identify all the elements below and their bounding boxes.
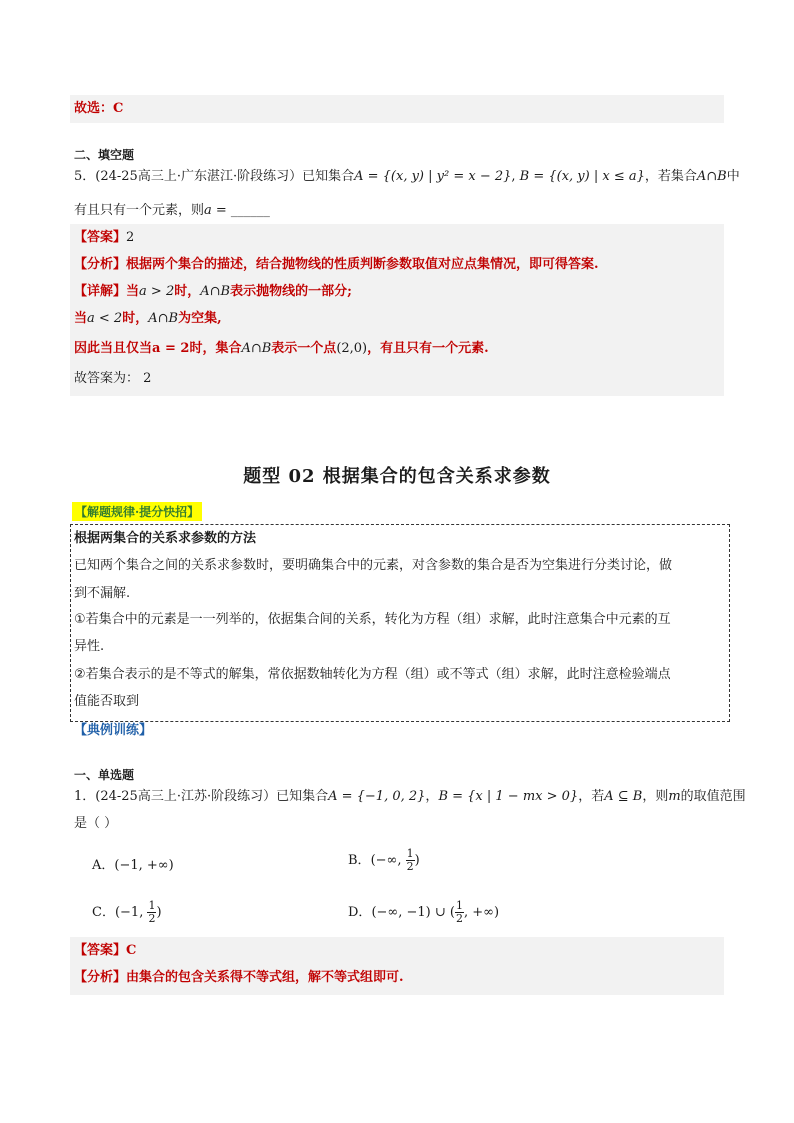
q1-answer-label: 【答案】 <box>74 943 127 958</box>
option-c-left: (−1, <box>114 905 148 920</box>
option-d-right: , +∞) <box>463 905 500 920</box>
option-a-label: A． <box>92 858 115 873</box>
detail-3b: a = 2 <box>152 341 190 356</box>
detail-1d: A∩B <box>200 284 231 299</box>
detail-2c: 时， <box>122 311 149 326</box>
q1-analysis-text: 由集合的包含关系得不等式组，解不等式组即可. <box>126 970 404 985</box>
q5-detail-1 <box>74 283 352 301</box>
q1-answer <box>74 942 136 960</box>
q1-answer-value: C <box>126 943 137 958</box>
q5-prefix: 5．(24-25高三上·广东湛江·阶段练习）已知集合 <box>74 169 355 184</box>
example-label: 【典例训练】 <box>74 723 153 738</box>
option-d-num: 1 <box>455 899 463 912</box>
option-a-value: (−1, +∞) <box>114 858 174 873</box>
option-d-label: D． <box>348 905 372 920</box>
detail-3d: A∩B <box>241 341 272 356</box>
q1-comma: ， <box>425 789 439 804</box>
q5-detail-2 <box>74 310 222 328</box>
method-heading: 根据两集合的关系求参数的方法 <box>74 531 257 546</box>
detail-2a: 当 <box>74 311 88 326</box>
method-line-5: ②若集合表示的是不等式的解集，常依据数轴转化为方程（组）或不等式（组）求解，此时注意检验端点 <box>74 667 671 682</box>
q5-mid: ，若集合 <box>644 169 697 184</box>
q1-prefix: 1．(24-25高三上·江苏·阶段练习）已知集合 <box>74 789 329 804</box>
option-d-den: 2 <box>455 912 463 925</box>
q5-answer <box>74 229 134 247</box>
tips-badge: 【解题规律·提分快招】 <box>72 502 202 521</box>
option-c-num: 1 <box>148 899 156 912</box>
q1-subset: A ⊆ B <box>604 789 643 804</box>
question-1-line1 <box>74 788 746 806</box>
option-b-den: 2 <box>406 860 414 873</box>
question-5-line2 <box>74 202 270 220</box>
method-line-1: 已知两个集合之间的关系求参数时，要明确集合中的元素，对含参数的集合是否为空集进行分类讨论，做 <box>74 558 673 573</box>
detail-2b: a < 2 <box>87 311 123 326</box>
section-heading-single-choice: 一、单选题 <box>74 768 135 782</box>
option-d-left: (−∞, −1) ∪ ( <box>371 905 455 920</box>
option-b[interactable] <box>348 848 420 873</box>
option-c[interactable] <box>92 900 162 925</box>
analysis-label: 【分析】 <box>74 257 127 272</box>
q5-set-b: B = {(x, y) | x ≤ a} <box>519 169 645 184</box>
detail-3e: 表示一个点 <box>271 341 337 356</box>
option-c-den: 2 <box>148 912 156 925</box>
section-heading-fill-blank: 二、填空题 <box>74 148 135 162</box>
option-c-right: ) <box>156 905 162 920</box>
option-d[interactable] <box>348 900 499 925</box>
q1-mid: ，若 <box>578 789 605 804</box>
option-b-fraction <box>406 848 415 873</box>
option-b-right: ) <box>414 853 420 868</box>
q1-then: ，则 <box>642 789 669 804</box>
q5-detail-3 <box>74 340 489 358</box>
q1-set-a: A = {−1, 0, 2} <box>328 789 426 804</box>
option-a[interactable] <box>92 854 174 873</box>
detail-3a: 因此当且仅当 <box>74 341 153 356</box>
analysis-text: 根据两个集合的描述，结合抛物线的性质判断参数取值对应点集情况，即可得答案. <box>126 257 599 272</box>
method-line-2: 到不漏解. <box>74 586 131 601</box>
q5-tail: 中 <box>726 169 740 184</box>
answer-label: 【答案】 <box>74 230 127 245</box>
q1-analysis-label: 【分析】 <box>74 970 127 985</box>
detail-1b: a > 2 <box>139 284 175 299</box>
option-b-num: 1 <box>406 847 414 860</box>
detail-1e: 表示抛物线的一部分; <box>230 284 352 299</box>
q1-analysis <box>74 969 404 987</box>
question-1-line2: 是（ ） <box>74 816 118 831</box>
question-5-line1: 5．(24-25高三上·广东湛江·阶段练习）已知集合A = {(x, y) | y² = x − 2}, B = {(x, y) | x ≤ a}，若集合A∩B中 <box>74 169 740 184</box>
option-d-fraction <box>455 900 464 925</box>
method-line-3: ①若集合中的元素是一一列举的，依据集合间的关系，转化为方程（组）求解，此时注意集合中元素的互 <box>74 612 671 627</box>
detail-3g: ，有且只有一个元素. <box>367 341 489 356</box>
q1-m: m <box>668 789 681 804</box>
q1-set-b: B = {x | 1 − mx > 0} <box>438 789 579 804</box>
chosen-answer: 故选：C <box>74 101 124 116</box>
q5-analysis <box>74 256 599 274</box>
detail-2e: 为空集, <box>178 311 222 326</box>
q5-set-a: A = {(x, y) | y² = x − 2} <box>354 169 512 184</box>
detail-label: 【详解】 <box>74 284 127 299</box>
option-b-left: (−∞, <box>370 853 406 868</box>
answer-block-prev <box>70 95 724 123</box>
method-line-6: 值能否取到 <box>74 694 140 709</box>
q5-intersection: A∩B <box>696 169 727 184</box>
detail-2d: A∩B <box>148 311 179 326</box>
option-b-label: B． <box>348 853 371 868</box>
q5-final: 故答案为： 2 <box>74 371 152 386</box>
q5-blank: a = ______ <box>204 203 270 218</box>
q5-line2: 有且只有一个元素，则 <box>74 203 205 218</box>
method-line-4: 异性. <box>74 639 105 654</box>
answer-value: 2 <box>126 230 135 245</box>
detail-1c: 时， <box>174 284 201 299</box>
detail-3f: (2,0) <box>336 341 368 356</box>
option-c-label: C． <box>92 905 115 920</box>
q1-tail: 的取值范围 <box>680 789 746 804</box>
detail-1a: 当 <box>126 284 140 299</box>
topic-title: 题型 02 根据集合的包含关系求参数 <box>243 466 551 487</box>
detail-3c: 时，集合 <box>189 341 242 356</box>
